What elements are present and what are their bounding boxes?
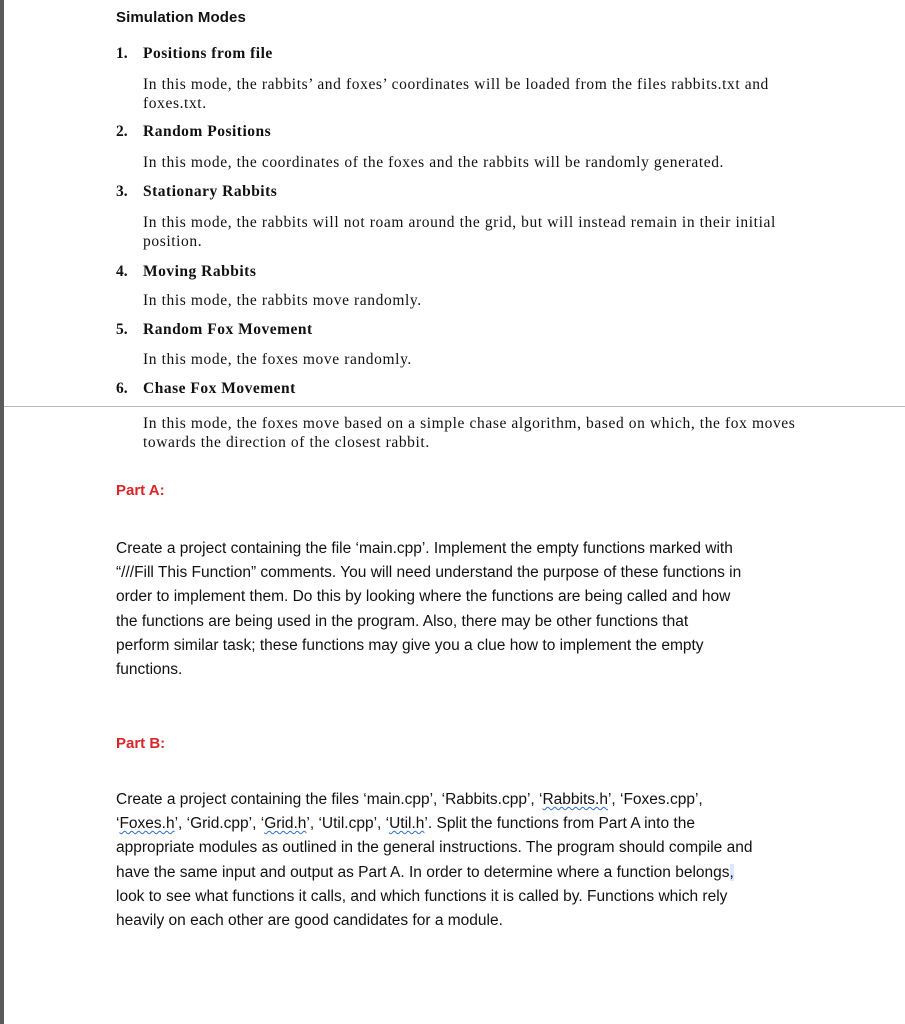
mode-description xyxy=(143,153,783,172)
mode-description-line: In this mode, the coordinates of the foxes and the rabbits will be randomly generated. xyxy=(143,154,725,171)
mode-description-line: foxes.txt. xyxy=(143,95,207,112)
part-b-text: have the same input and output as Part A. In order to determine where a function belongs xyxy=(116,863,730,881)
spelling-flag-grid-h: Grid.h xyxy=(264,815,307,833)
part-b-line xyxy=(116,788,806,812)
mode-description-line: towards the direction of the closest rabbit. xyxy=(143,434,430,451)
mode-number: 4. xyxy=(116,263,128,280)
part-a-line: the functions are being used in the program. Also, there may be other functions that xyxy=(116,612,689,630)
part-b-line xyxy=(116,812,806,836)
part-b-text: ‘ xyxy=(116,815,120,833)
spelling-flag-foxes-h: Foxes.h xyxy=(119,815,175,833)
part-b-line: look to see what functions it calls, and which functions it is called by. Functions which rely xyxy=(116,887,728,905)
mode-number: 3. xyxy=(116,183,128,200)
part-b-line: appropriate modules as outlined in the general instructions. The program should compile and xyxy=(116,839,753,857)
part-b-text: ’, ‘Grid.cpp’, ‘ xyxy=(174,815,265,833)
mode-number: 5. xyxy=(116,321,128,338)
mode-title: Random Fox Movement xyxy=(143,321,313,338)
mode-title: Chase Fox Movement xyxy=(143,380,296,397)
part-b-text: ’. Split the functions from Part A into the xyxy=(424,815,695,833)
mode-description xyxy=(143,291,783,310)
part-a-line: “///Fill This Function” comments. You will need understand the purpose of these functions in xyxy=(116,564,742,582)
mode-title: Positions from file xyxy=(143,45,273,62)
part-b-title: Part B: xyxy=(116,735,166,752)
mode-number: 1. xyxy=(116,45,128,62)
part-b-text: ’, ‘Util.cpp’, ‘ xyxy=(306,815,390,833)
page-break-line xyxy=(4,406,905,407)
part-b-line: heavily on each other are good candidates for a module. xyxy=(116,912,503,930)
part-a-line: functions. xyxy=(116,661,183,679)
mode-title: Moving Rabbits xyxy=(143,263,257,280)
part-b-body xyxy=(116,788,806,933)
part-a-line: perform similar task; these functions may give you a clue how to implement the empty xyxy=(116,636,704,654)
part-a-line: Create a project containing the file ‘main.cpp’. Implement the empty functions marked with xyxy=(116,540,733,557)
spelling-flag-util-h: Util.h xyxy=(389,815,425,833)
mode-number: 2. xyxy=(116,123,128,140)
mode-description xyxy=(143,213,783,251)
spelling-flag-rabbits-h: Rabbits.h xyxy=(542,791,608,808)
page-left-edge xyxy=(0,0,4,1024)
mode-description-line: position. xyxy=(143,233,203,250)
part-a-body xyxy=(116,537,806,682)
mode-description-line: In this mode, the foxes move randomly. xyxy=(143,351,412,368)
part-b-text: Create a project containing the files ‘main.cpp’, ‘Rabbits.cpp’, ‘ xyxy=(116,791,543,808)
part-b-text: ’, ‘Foxes.cpp’, xyxy=(607,791,703,808)
mode-title: Random Positions xyxy=(143,123,272,140)
mode-description xyxy=(143,75,783,113)
part-b-line xyxy=(116,861,806,885)
section-title: Simulation Modes xyxy=(116,9,246,26)
mode-description xyxy=(143,350,783,369)
mode-title: Stationary Rabbits xyxy=(143,183,278,200)
text-cursor-selection[interactable]: , xyxy=(729,863,734,881)
mode-description-line: In this mode, the rabbits will not roam around the grid, but will instead remain in their initial xyxy=(143,214,776,231)
mode-description-line: In this mode, the rabbits’ and foxes’ coordinates will be loaded from the files rabbits.txt and xyxy=(143,76,769,93)
mode-description-line: In this mode, the rabbits move randomly. xyxy=(143,292,422,309)
part-a-line: order to implement them. Do this by looking where the functions are being called and how xyxy=(116,588,731,606)
mode-description-line: In this mode, the foxes move based on a simple chase algorithm, based on which, the fox moves xyxy=(143,415,796,432)
part-a-title: Part A: xyxy=(116,482,165,499)
mode-description xyxy=(143,414,803,452)
mode-number: 6. xyxy=(116,380,128,397)
